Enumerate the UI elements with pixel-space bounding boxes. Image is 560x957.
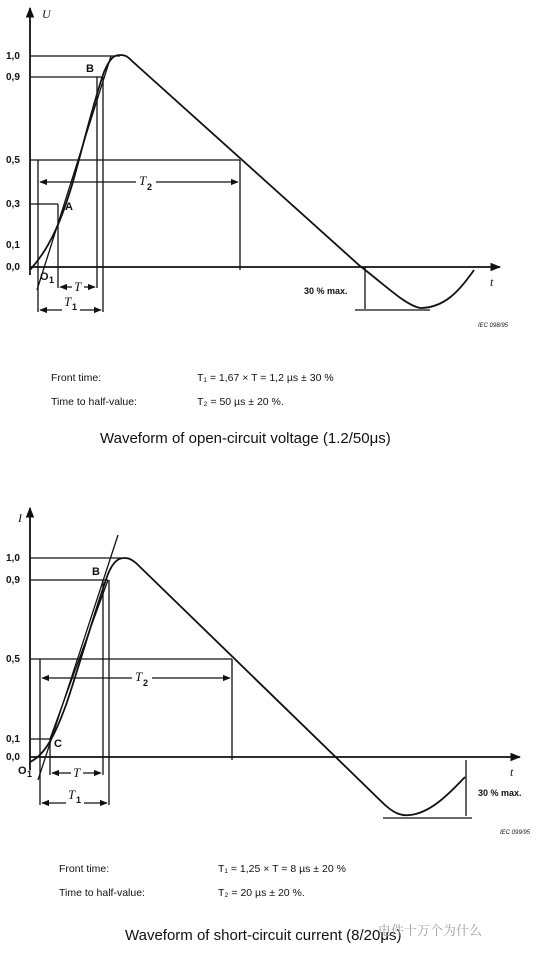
tick-0-0: 0,0 xyxy=(6,752,20,763)
undershoot-label: 30 % max. xyxy=(478,788,522,798)
origin-label: O xyxy=(40,271,49,283)
front-time-label: Front time: xyxy=(59,863,110,875)
tick-0-9: 0,9 xyxy=(6,575,20,586)
iec-reference: IEC 099/95 xyxy=(500,830,531,836)
tick-0-5: 0,5 xyxy=(6,654,20,665)
svg-text:1: 1 xyxy=(72,302,78,312)
point-a-label: A xyxy=(65,201,73,213)
front-time-value: T₁ = 1,25 × T = 8 µs ± 20 % xyxy=(218,863,346,875)
front-tangent-line xyxy=(37,56,111,290)
y-axis-label: I xyxy=(18,511,22,525)
tick-0-5: 0,5 xyxy=(6,155,20,166)
svg-text:1: 1 xyxy=(76,795,82,805)
current-waveform-curve xyxy=(30,558,465,815)
tick-0-1: 0,1 xyxy=(6,734,20,745)
point-b-label: B xyxy=(92,566,100,578)
undershoot-label: 30 % max. xyxy=(304,286,348,296)
watermark: 电件十万个为什么 xyxy=(378,923,483,938)
t1-label: T xyxy=(64,294,72,309)
voltage-diagram xyxy=(6,7,509,329)
t1-label: T xyxy=(68,787,76,802)
t2-label: T xyxy=(135,669,143,684)
tick-0-9: 0,9 xyxy=(6,72,20,83)
tick-1-0: 1,0 xyxy=(6,553,20,564)
tick-0-3: 0,3 xyxy=(6,199,20,210)
y-tick-labels xyxy=(6,51,20,273)
point-b-label: B xyxy=(86,63,94,75)
x-axis-label: t xyxy=(510,765,514,779)
svg-text:2: 2 xyxy=(147,182,153,192)
x-axis-label: t xyxy=(490,275,494,289)
front-time-label: Front time: xyxy=(51,372,102,384)
front-tangent-line xyxy=(38,535,118,780)
t-label: T xyxy=(74,279,82,294)
current-caption: Waveform of short-circuit current (8/20μs) xyxy=(125,927,402,944)
reference-lines xyxy=(30,56,240,312)
voltage-caption: Waveform of open-circuit voltage (1.2/50μs) xyxy=(100,430,391,447)
svg-text:2: 2 xyxy=(143,678,149,688)
tick-0-0: 0,0 xyxy=(6,262,20,273)
y-tick-labels xyxy=(6,553,20,763)
half-value-value: T₂ = 20 µs ± 20 %. xyxy=(218,887,305,899)
iec-reference: IEC 098/95 xyxy=(478,323,509,329)
reference-lines xyxy=(30,535,232,805)
half-value-label: Time to half-value: xyxy=(59,887,145,899)
t2-label: T xyxy=(139,173,147,188)
tick-0-1: 0,1 xyxy=(6,240,20,251)
tick-1-0: 1,0 xyxy=(6,51,20,62)
point-c-label: C xyxy=(54,738,62,750)
y-axis-label: U xyxy=(42,7,51,21)
half-value-value: T₂ = 50 µs ± 20 %. xyxy=(197,396,284,408)
origin-label: O xyxy=(18,765,27,777)
svg-text:1: 1 xyxy=(27,769,33,779)
half-value-label: Time to half-value: xyxy=(51,396,137,408)
t-label: T xyxy=(73,765,81,780)
front-time-value: T₁ = 1,67 × T = 1,2 µs ± 30 % xyxy=(197,372,334,384)
current-diagram xyxy=(6,508,531,836)
svg-text:1: 1 xyxy=(49,275,55,285)
